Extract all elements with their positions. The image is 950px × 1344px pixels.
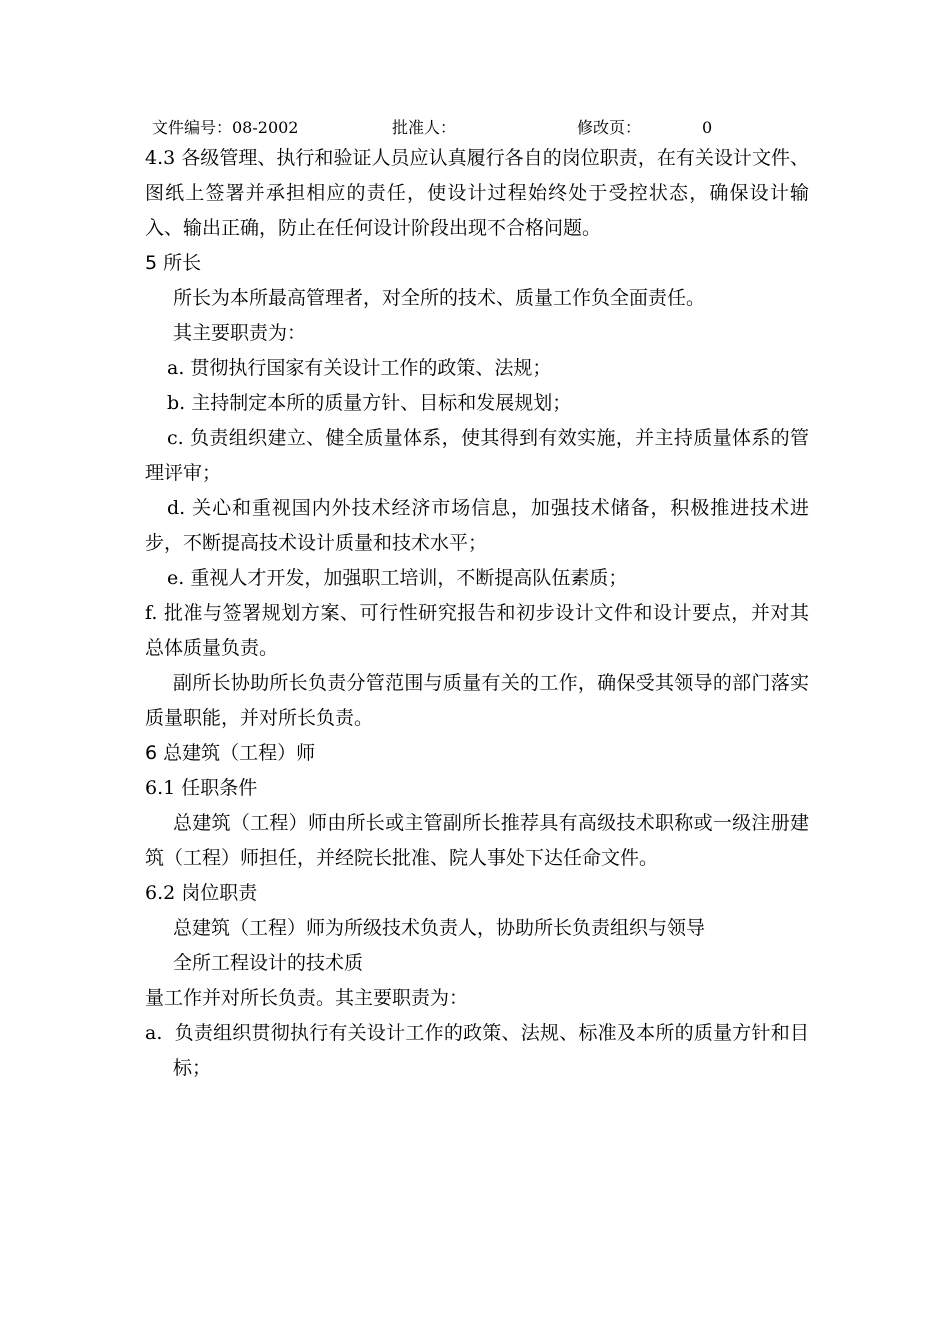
doc-number: 文件编号：08-2002: [152, 118, 299, 137]
paragraph-6-2-line1: 总建筑（工程）师为所级技术负责人，协助所长负责组织与领导: [173, 917, 706, 939]
list-item-5e: e. 重视人才开发，加强职工培训，不断提高队伍素质；: [167, 567, 628, 589]
revision-label: 修改页：: [577, 118, 642, 137]
document-header: [152, 117, 792, 139]
list-item-6-2a-text: 负责组织贯彻执行有关设计工作的政策、法规、标准及本所的质量方针和目标；: [173, 1022, 809, 1079]
paragraph-director-intro: 所长为本所最高管理者，对全所的技术、质量工作负全面责任。: [173, 287, 706, 309]
list-item-5c: c. 负责组织建立、健全质量体系，使其得到有效实施，并主持质量体系的管理评审；: [145, 427, 809, 484]
subsection-heading-6-2: 6.2 岗位职责: [145, 882, 258, 904]
list-item-5d: d. 关心和重视国内外技术经济市场信息，加强技术储备，积极推进技术进步，不断提高技术设计质量和技术水平；: [145, 497, 809, 554]
list-item-6-2a: [145, 1016, 809, 1086]
list-item-6-2a-label: a.: [145, 1022, 163, 1044]
section-heading-5: 5 所长: [145, 252, 202, 274]
subsection-heading-6-1: 6.1 任职条件: [145, 777, 258, 799]
paragraph-deputy-director: 副所长协助所长负责分管范围与质量有关的工作，确保受其领导的部门落实质量职能，并对所长负责。: [145, 672, 809, 729]
paragraph-6-2-line2: 全所工程设计的技术质: [173, 952, 364, 974]
list-item-5b: b. 主持制定本所的质量方针、目标和发展规划；: [167, 392, 572, 414]
list-item-5f: f. 批准与签署规划方案、可行性研究报告和初步设计文件和设计要点，并对其总体质量负责。: [145, 602, 809, 659]
revision-value: 0: [702, 118, 713, 137]
paragraph-director-duties: 其主要职责为：: [173, 322, 307, 344]
section-heading-6: 6 总建筑（工程）师: [145, 742, 316, 764]
paragraph-4-3: 4.3 各级管理、执行和验证人员应认真履行各自的岗位职责，在有关设计文件、图纸上签署并承担相应的责任，使设计过程始终处于受控状态，确保设计输入、输出正确，防止在任何设计阶段出现不合格问题。: [145, 147, 809, 239]
paragraph-6-1: 总建筑（工程）师由所长或主管副所长推荐具有高级技术职称或一级注册建筑（工程）师担任，并经院长批准、院人事处下达任命文件。: [145, 812, 809, 869]
approver-label: 批准人：: [392, 118, 457, 137]
list-item-5a: a. 贯彻执行国家有关设计工作的政策、法规；: [167, 357, 552, 379]
document-body: [145, 141, 809, 1086]
paragraph-6-2-line3: 量工作并对所长负责。其主要职责为：: [145, 987, 469, 1009]
